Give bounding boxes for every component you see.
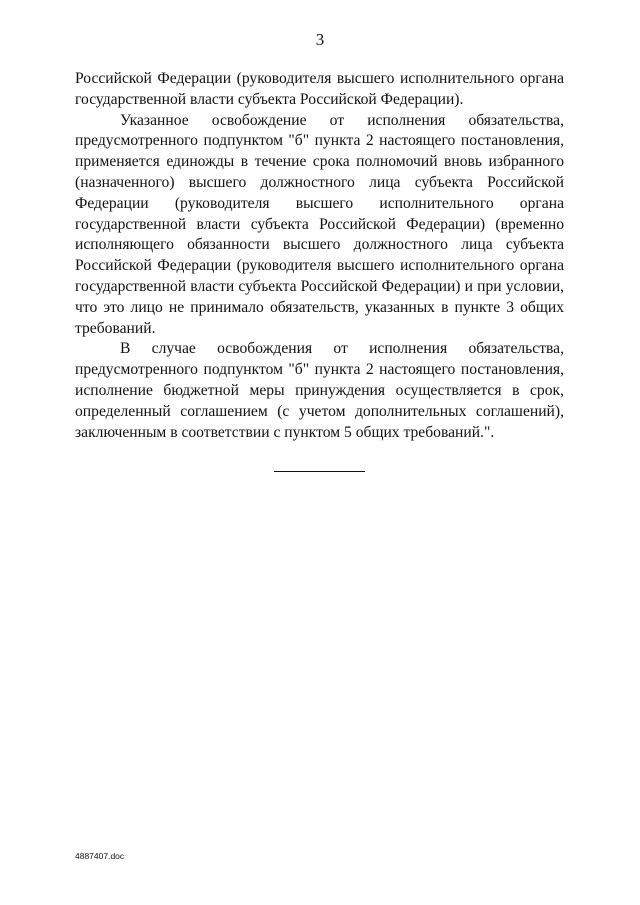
document-body: [75, 69, 564, 443]
text-line: исполняющего обязанности высшего должностного лица субъекта: [75, 236, 564, 254]
text-line: В случае освобождения от исполнения обязательства,: [120, 340, 564, 358]
end-divider: [274, 471, 365, 472]
text-line: применяется единожды в течение срока полномочий вновь избранного: [75, 153, 564, 171]
text-line: что это лицо не принимало обязательств, указанных в пункте 3 общих: [75, 298, 564, 316]
text-line: государственной власти субъекта Российской Федерации) и при условии,: [75, 277, 564, 295]
text-line: государственной власти субъекта Российской Федерации) (временно: [75, 215, 564, 233]
text-line: предусмотренного подпунктом "б" пункта 2 настоящего постановления,: [75, 361, 564, 379]
text-line: Российской Федерации (руководителя высшего исполнительного органа: [75, 257, 564, 275]
document-code: 4887407.doc: [75, 851, 125, 861]
text-line: предусмотренного подпунктом "б" пункта 2 настоящего постановления,: [75, 132, 564, 150]
text-line: государственной власти субъекта Российской Федерации).: [75, 90, 464, 108]
text-line: требований.: [75, 319, 156, 337]
text-line: Федерации (руководителя высшего исполнительного органа: [75, 194, 564, 212]
text-line: заключенным в соответствии с пунктом 5 общих требований.".: [75, 423, 495, 441]
page-number: 3: [315, 30, 325, 49]
text-line: исполнение бюджетной меры принуждения осуществляется в срок,: [75, 381, 564, 399]
text-line: (назначенного) высшего должностного лица субъекта Российской: [75, 173, 564, 191]
text-line: Указанное освобождение от исполнения обязательства,: [120, 111, 564, 129]
text-line: определенный соглашением (с учетом дополнительных соглашений),: [75, 402, 564, 420]
text-line: Российской Федерации (руководителя высшего исполнительного органа: [75, 70, 564, 87]
